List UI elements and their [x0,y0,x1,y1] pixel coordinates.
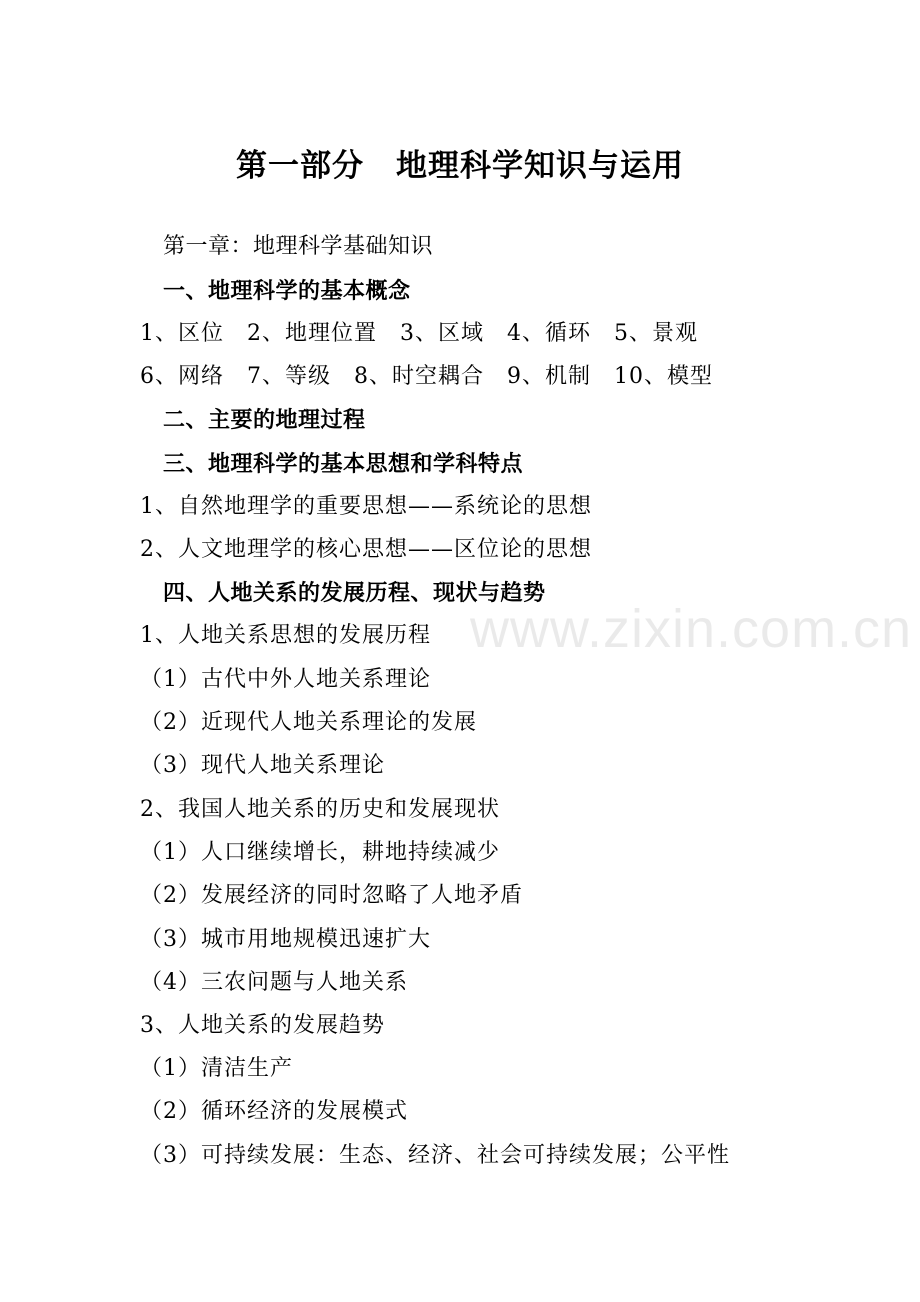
concepts-row-1: 1、区位 2、地理位置 3、区域 4、循环 5、景观 [140,321,698,346]
list-item: 1、自然地理学的重要思想——系统论的思想 [140,494,592,519]
subsection-label: 3、人地关系的发展趋势 [140,1013,385,1038]
section-heading-2: 二、主要的地理过程 [163,408,366,433]
section-heading-4: 四、人地关系的发展历程、现状与趋势 [163,581,546,606]
list-item: （2）发展经济的同时忽略了人地矛盾 [140,883,523,908]
list-item: （3）可持续发展：生态、经济、社会可持续发展；公平性 [140,1143,730,1168]
list-item: （1）古代中外人地关系理论 [140,667,431,692]
section-heading-1: 一、地理科学的基本概念 [163,279,411,304]
list-item: （3）现代人地关系理论 [140,753,385,778]
watermark: www.zixin.com.cn [470,599,913,659]
list-item: （2）循环经济的发展模式 [140,1099,408,1124]
list-item: （3）城市用地规模迅速扩大 [140,927,431,952]
list-item: （1）清洁生产 [140,1056,293,1081]
list-item: 2、人文地理学的核心思想——区位论的思想 [140,537,592,562]
list-item: （2）近现代人地关系理论的发展 [140,710,477,735]
list-item: （4）三农问题与人地关系 [140,970,408,995]
chapter-heading: 第一章：地理科学基础知识 [163,234,434,259]
section-heading-3: 三、地理科学的基本思想和学科特点 [163,452,524,477]
list-item: （1）人口继续增长，耕地持续减少 [140,840,500,865]
concepts-row-2: 6、网络 7、等级 8、时空耦合 9、机制 10、模型 [140,364,713,389]
subsection-label: 1、人地关系思想的发展历程 [140,623,431,648]
subsection-label: 2、我国人地关系的历史和发展现状 [140,797,500,822]
page-title: 第一部分 地理科学知识与运用 [236,148,684,184]
